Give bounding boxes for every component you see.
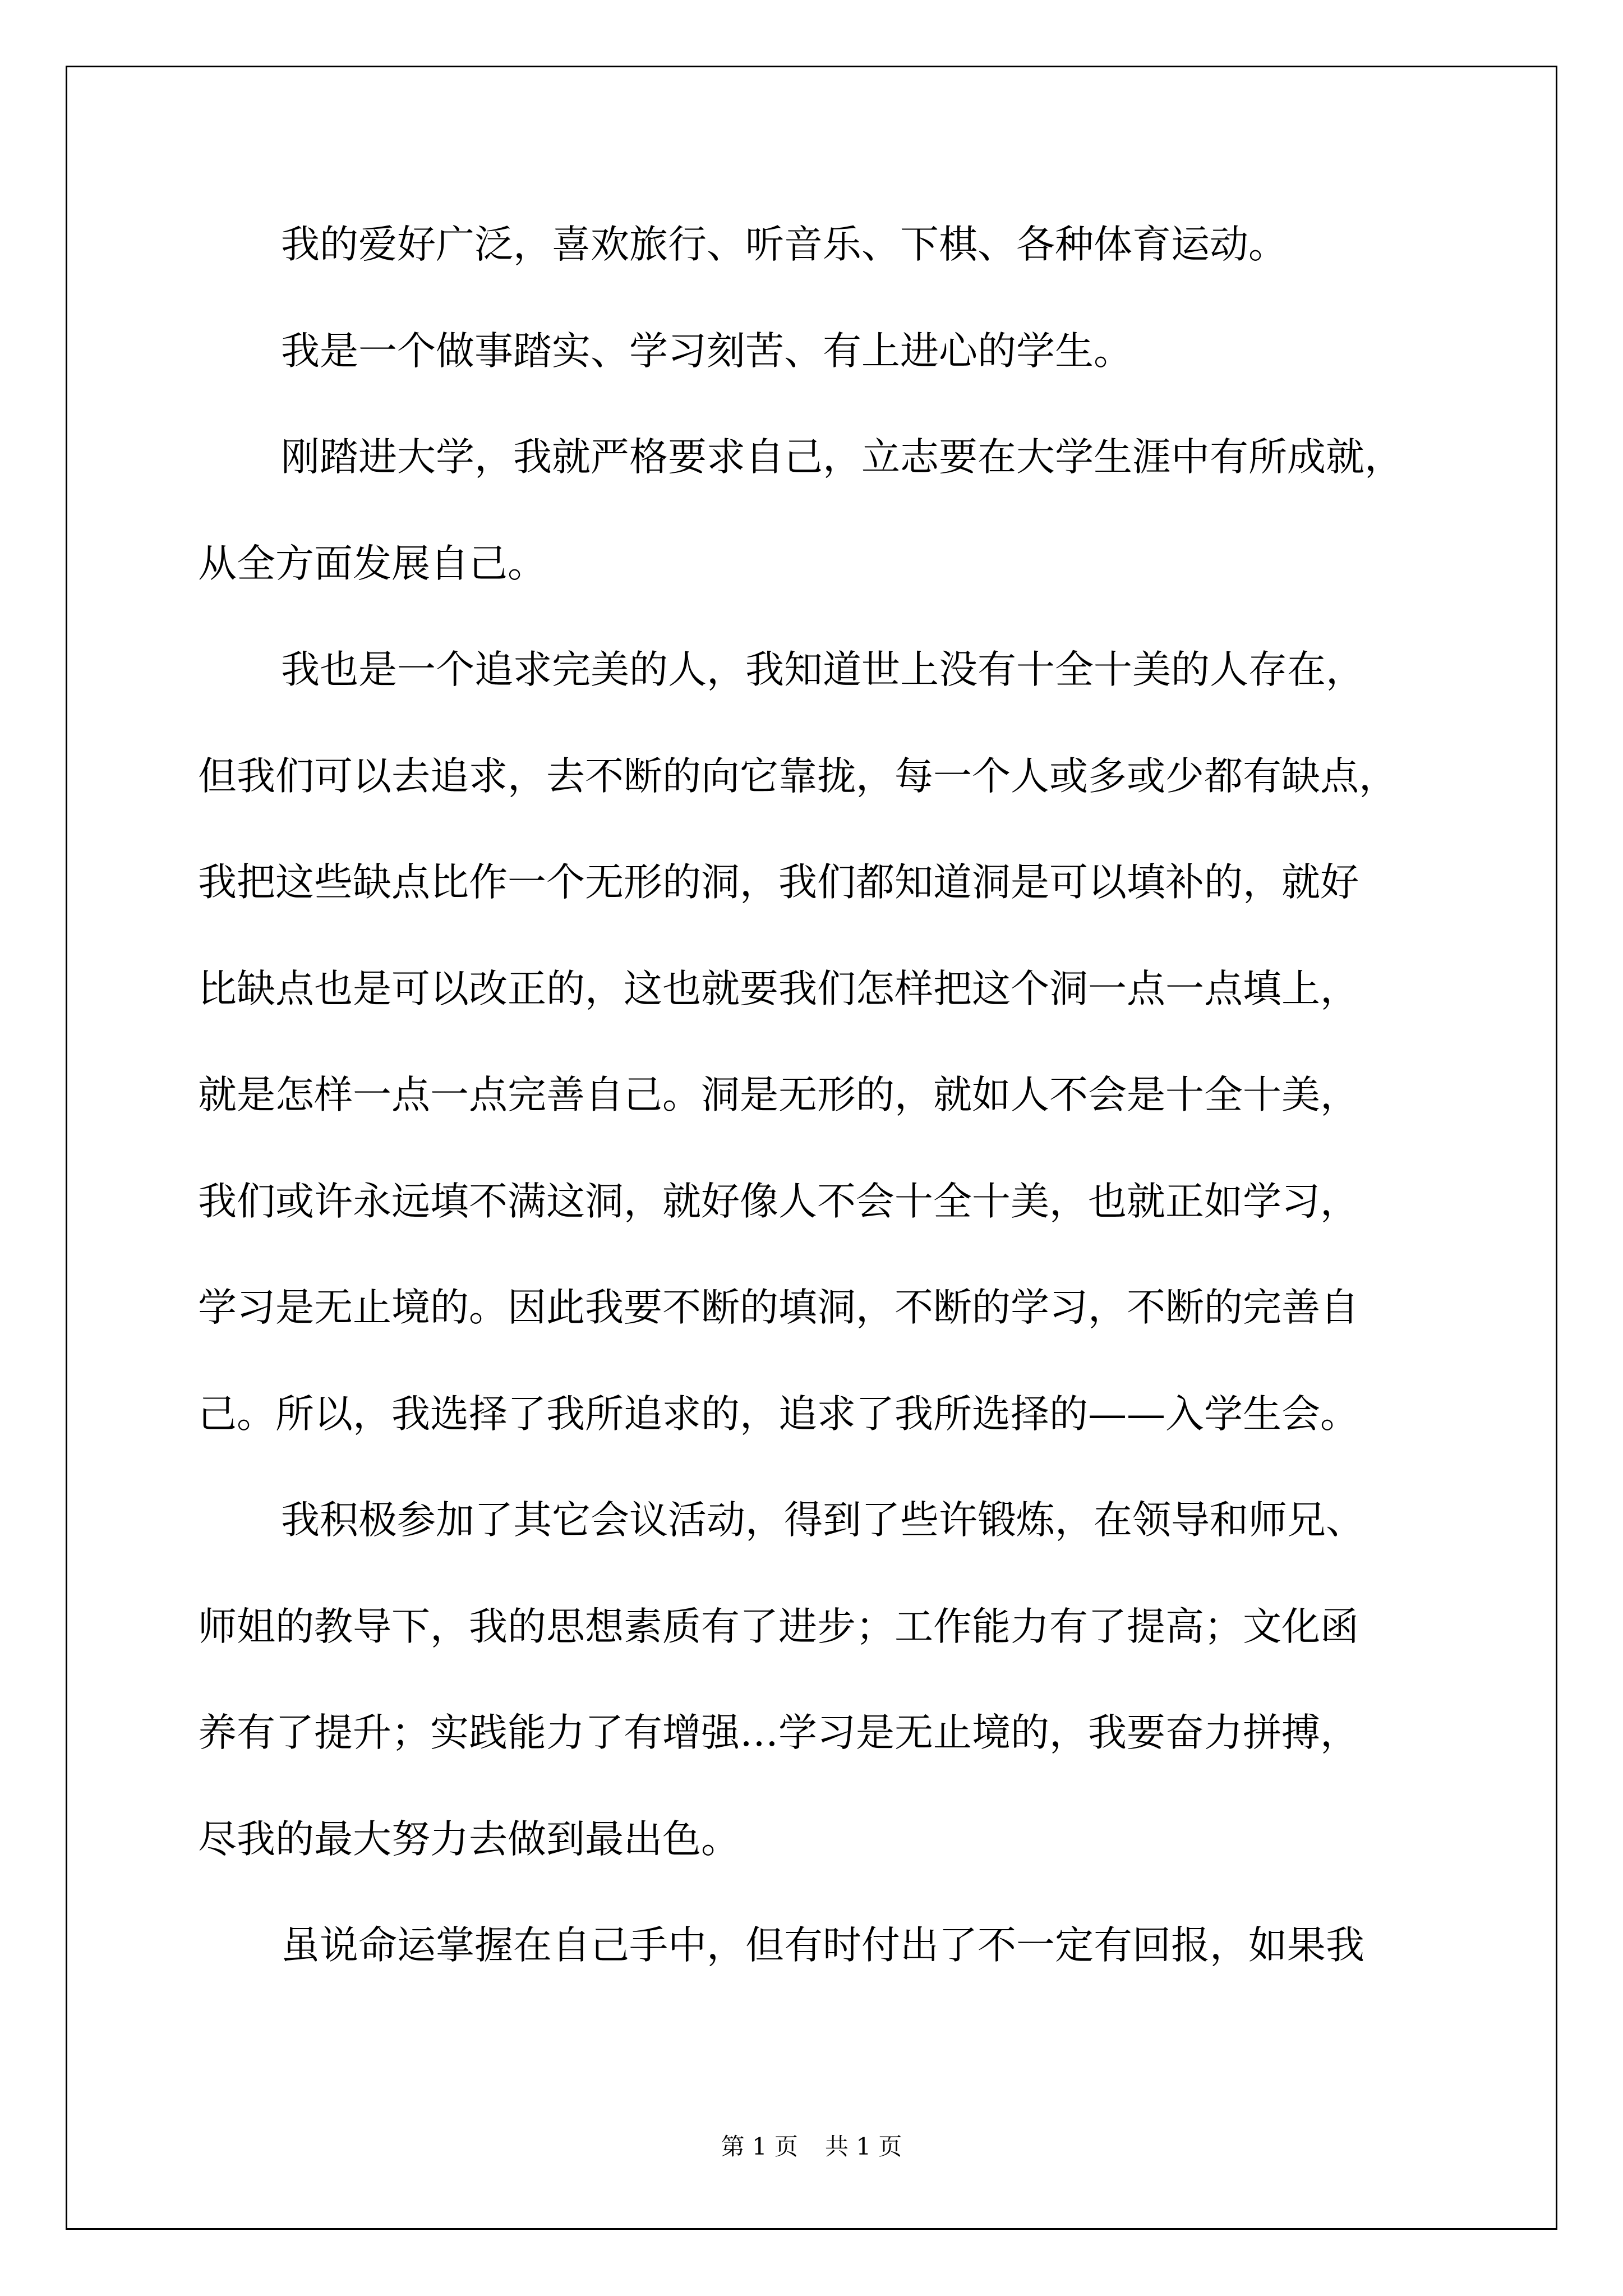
page-total: 共 1 页 [825,2133,902,2160]
paragraph-line: 我们或许永远填不满这洞，就好像人不会十全十美，也就正如学习， [198,1179,1359,1224]
paragraph-line: 尽我的最大努力去做到最出色。 [198,1817,740,1862]
paragraph-line: 学习是无止境的。因此我要不断的填洞，不断的学习，不断的完善自 [198,1285,1359,1330]
paragraph-line: 虽说命运掌握在自己手中，但有时付出了不一定有回报，如果我 [281,1923,1364,1968]
page-number: 第 1 页 [721,2133,798,2160]
paragraph-line: 养有了提升；实践能力了有增强…学习是无止境的，我要奋力拼搏， [198,1710,1359,1755]
paragraph-line: 我把这些缺点比作一个无形的洞，我们都知道洞是可以填补的，就好 [198,860,1359,905]
paragraph-line: 我积极参加了其它会议活动，得到了些许锻炼，在领导和师兄、 [281,1498,1364,1543]
paragraph-line: 师姐的教导下，我的思想素质有了进步；工作能力有了提高；文化函 [198,1604,1359,1649]
paragraph-line: 我是一个做事踏实、学习刻苦、有上进心的学生。 [281,329,1132,374]
paragraph-line: 就是怎样一点一点完善自己。洞是无形的，就如人不会是十全十美， [198,1073,1359,1117]
page-border [66,66,1557,2230]
paragraph-line: 比缺点也是可以改正的，这也就要我们怎样把这个洞一点一点填上， [198,967,1359,1011]
paragraph-line: 我也是一个追求完美的人，我知道世上没有十全十美的人存在， [281,647,1364,692]
paragraph-line: 但我们可以去追求，去不断的向它靠拢，每一个人或多或少都有缺点， [198,754,1398,799]
paragraph-line: 从全方面发展自己。 [198,541,546,586]
page-footer [0,2135,1623,2159]
paragraph-line: 己。所以，我选择了我所追求的，追求了我所选择的——入学生会。 [198,1392,1359,1437]
paragraph-line: 我的爱好广泛，喜欢旅行、听音乐、下棋、各种体育运动。 [281,222,1287,267]
paragraph-line: 刚踏进大学，我就严格要求自己，立志要在大学生涯中有所成就， [281,435,1403,480]
